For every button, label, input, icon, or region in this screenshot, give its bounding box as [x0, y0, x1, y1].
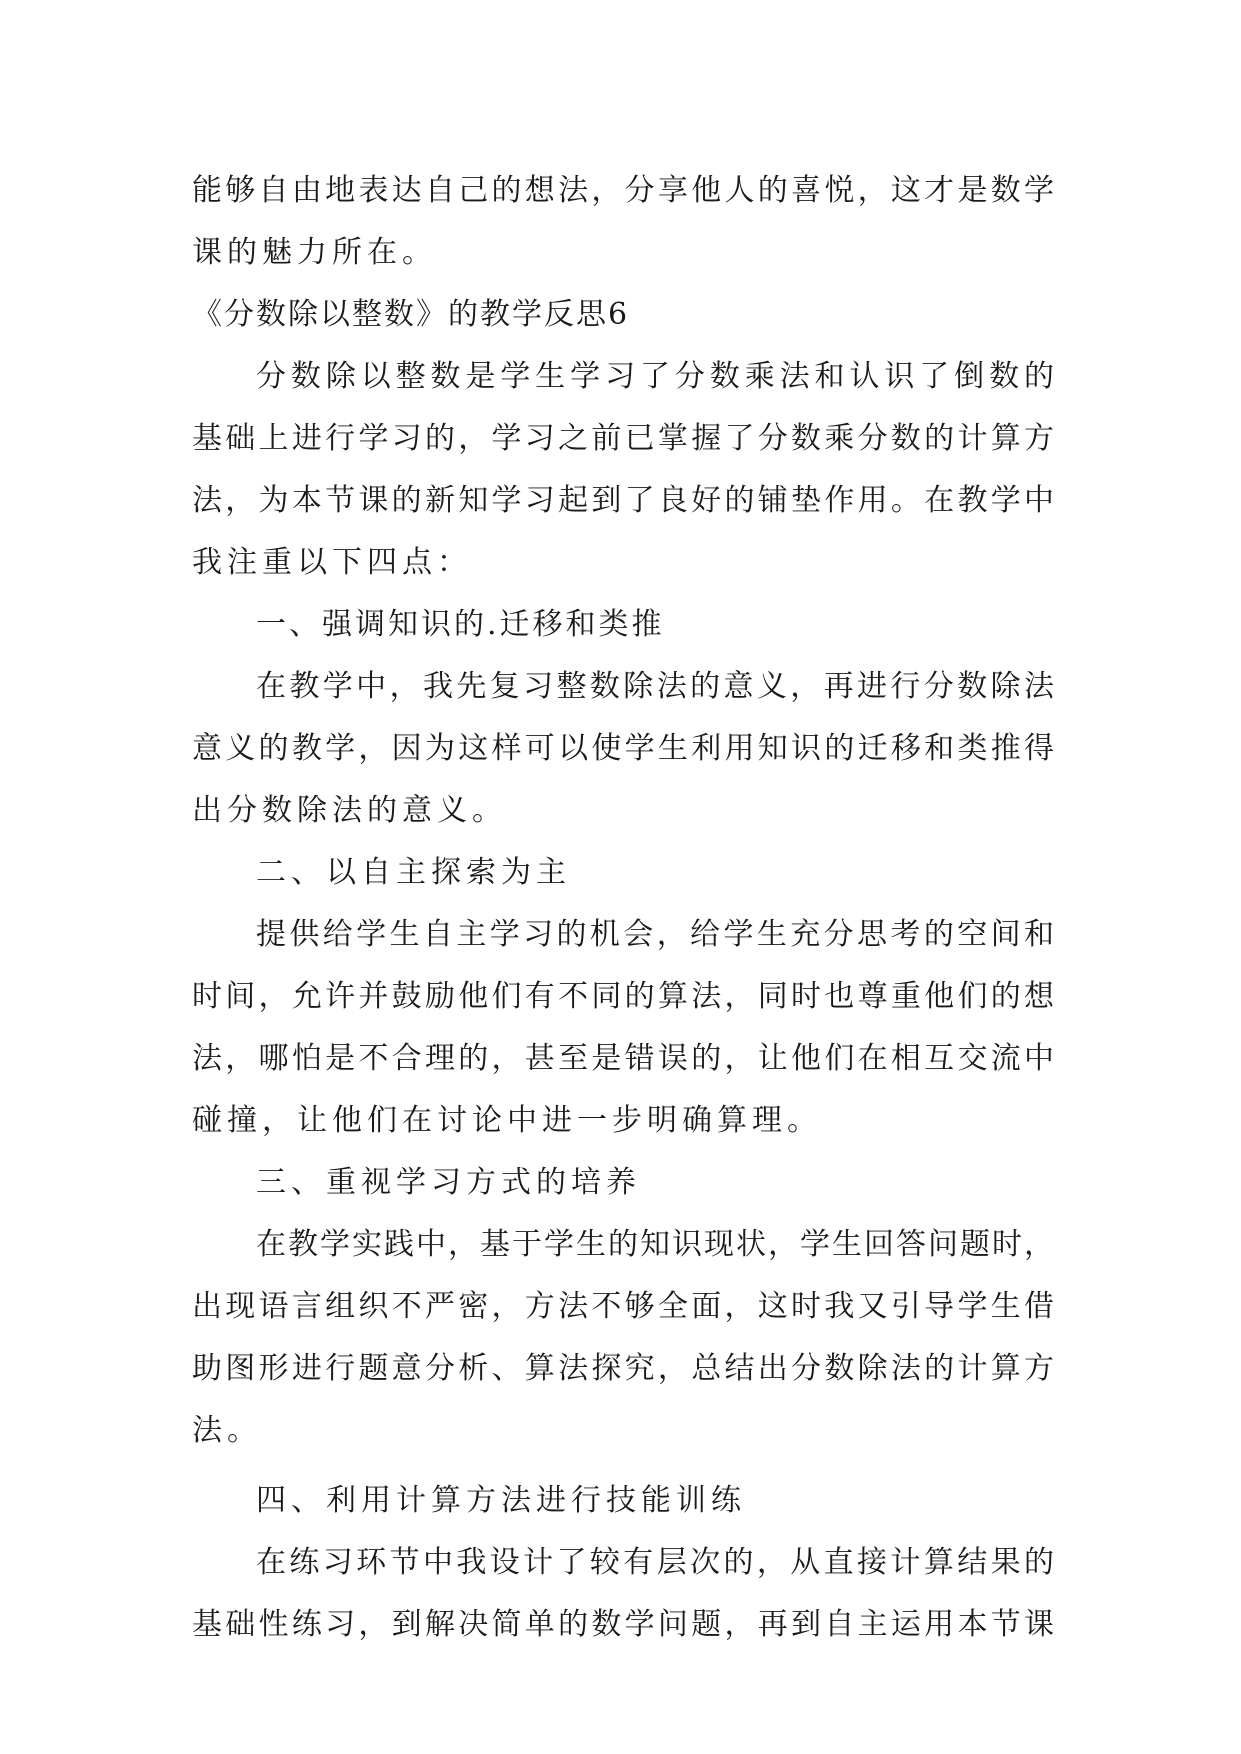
- paragraph-line: 出分数除法的意义。: [192, 793, 507, 828]
- paragraph-line: 碰撞，让他们在讨论中进一步明确算理。: [192, 1103, 822, 1138]
- section-heading: 《分数除以整数》的教学反思6: [192, 297, 630, 332]
- paragraph-line: 提供给学生自主学习的机会，给学生充分思考的空间和: [256, 917, 1054, 952]
- paragraph-line: 意义的教学，因为这样可以使学生利用知识的迁移和类推得: [192, 731, 1054, 766]
- paragraph-line: 法，哪怕是不合理的，甚至是错误的，让他们在相互交流中: [192, 1041, 1054, 1076]
- subheading-line: 四、利用计算方法进行技能训练: [256, 1483, 746, 1518]
- paragraph-line: 法，为本节课的新知学习起到了良好的铺垫作用。在教学中: [192, 483, 1054, 518]
- paragraph-line: 在教学中，我先复习整数除法的意义，再进行分数除法: [256, 669, 1054, 704]
- paragraph-line: 基础性练习，到解决简单的数学问题，再到自主运用本节课: [192, 1607, 1054, 1642]
- paragraph-line: 在教学实践中，基于学生的知识现状，学生回答问题时，: [256, 1227, 1054, 1262]
- subheading-line: 一、强调知识的.迁移和类推: [256, 607, 665, 642]
- paragraph-line: 能够自由地表达自己的想法，分享他人的喜悦，这才是数学: [192, 173, 1054, 208]
- document-body: [192, 160, 1054, 1656]
- paragraph-line: 法。: [192, 1413, 262, 1448]
- paragraph-line: 助图形进行题意分析、算法探究，总结出分数除法的计算方: [192, 1351, 1054, 1386]
- paragraph-line: 在练习环节中我设计了较有层次的，从直接计算结果的: [256, 1545, 1054, 1580]
- subheading-line: 二、以自主探索为主: [256, 855, 571, 890]
- paragraph-line: 课的魅力所在。: [192, 235, 437, 270]
- paragraph-line: 分数除以整数是学生学习了分数乘法和认识了倒数的: [256, 359, 1054, 394]
- paragraph-line: 基础上进行学习的，学习之前已掌握了分数乘分数的计算方: [192, 421, 1054, 456]
- paragraph-line: 出现语言组织不严密，方法不够全面，这时我又引导学生借: [192, 1289, 1054, 1324]
- paragraph-line: 时间，允许并鼓励他们有不同的算法，同时也尊重他们的想: [192, 979, 1054, 1014]
- paragraph-line: 我注重以下四点：: [192, 545, 472, 580]
- subheading-line: 三、重视学习方式的培养: [256, 1165, 641, 1200]
